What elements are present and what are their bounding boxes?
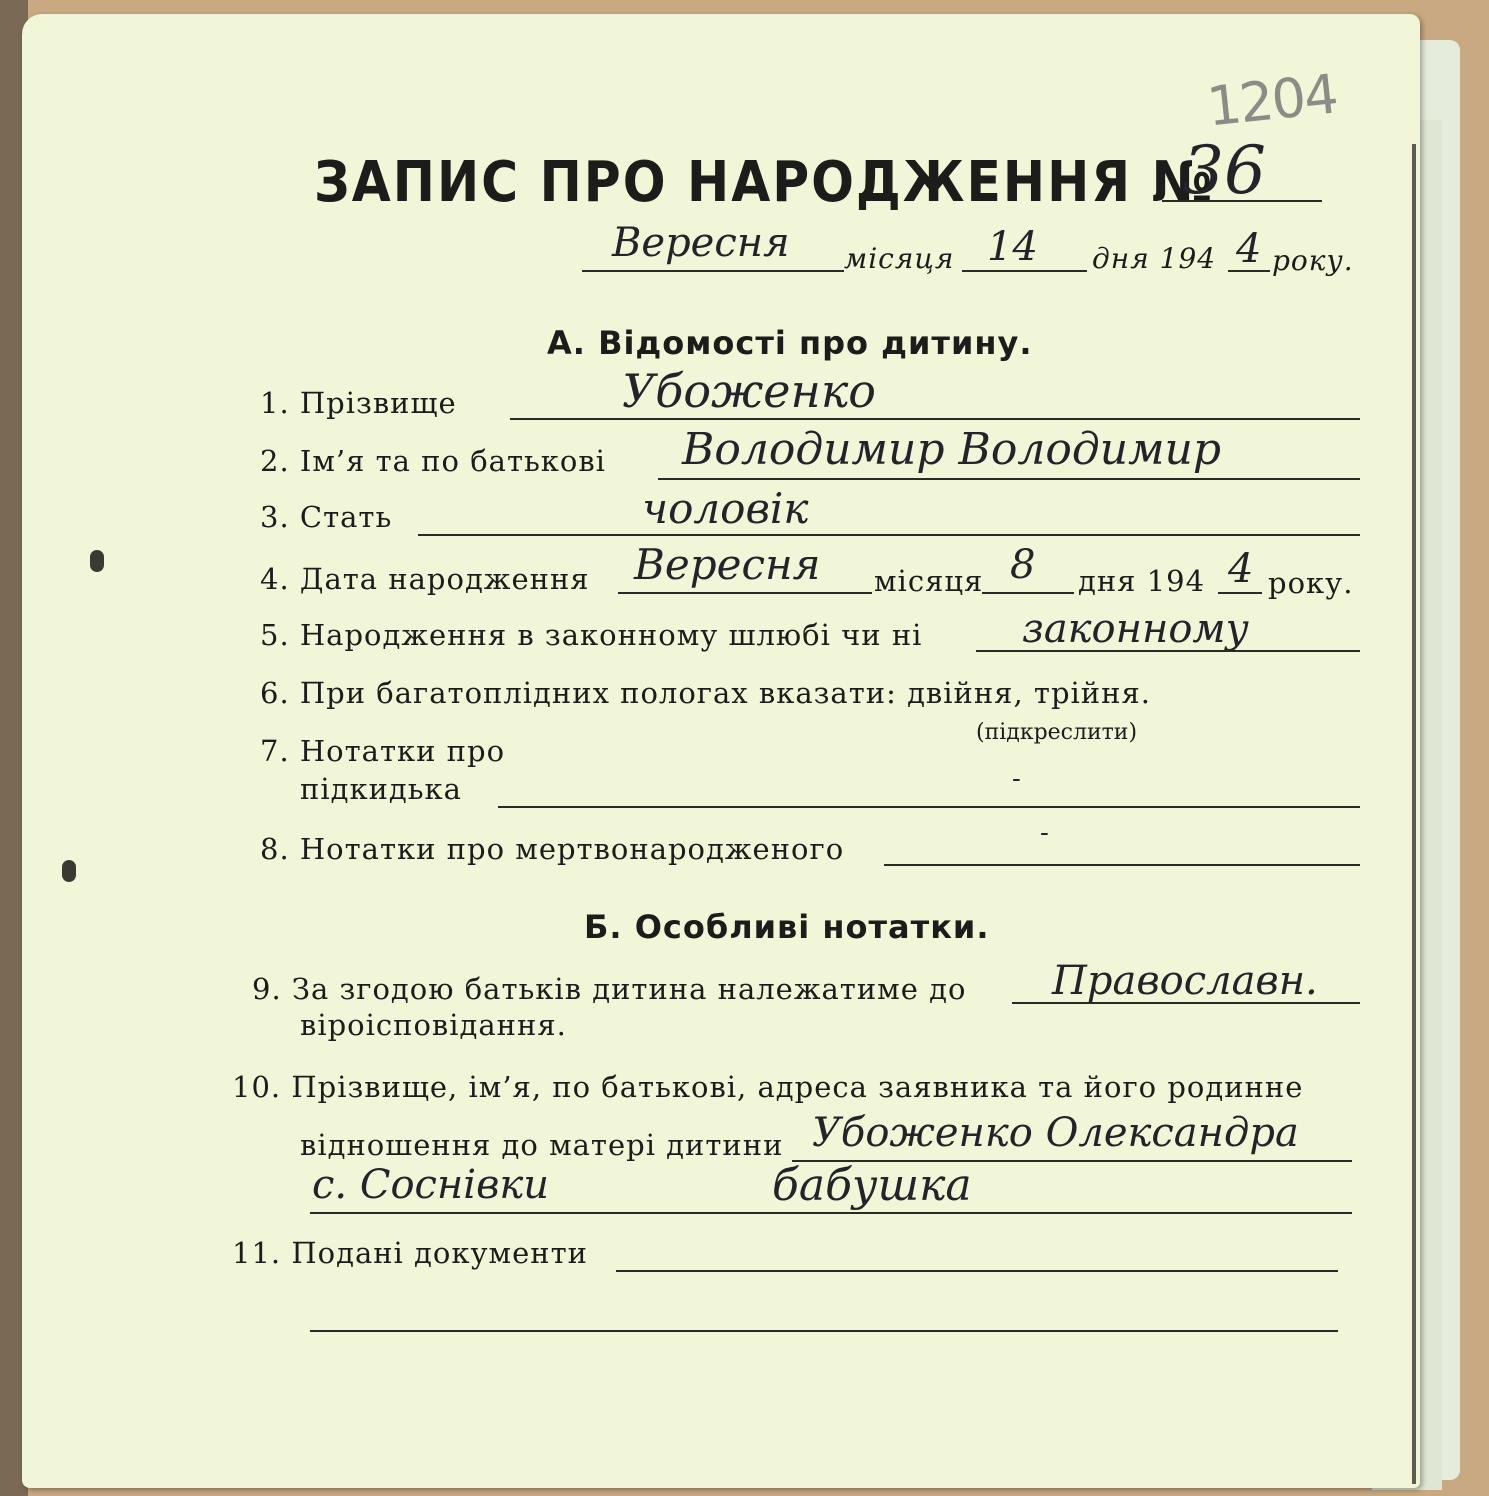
- birth-day-line: [982, 592, 1074, 594]
- sex-value: чоловік: [642, 484, 809, 533]
- applicant-line2: [310, 1212, 1352, 1214]
- documents-label: 11. Подані документи: [232, 1236, 588, 1270]
- birth-year-digit: 4: [1228, 546, 1254, 592]
- foundling-value: -: [1012, 764, 1021, 794]
- surname-line: [510, 418, 1360, 420]
- surname-value: Убоженко: [622, 364, 876, 418]
- record-day-label: дня 194: [1092, 242, 1217, 275]
- religion-label-line1: 9. За згодою батьків дитина належатиме до: [252, 972, 967, 1006]
- foundling-label-line2: підкидька: [300, 772, 462, 806]
- archive-number: 1204: [1204, 62, 1340, 139]
- multiple-birth-note: (підкреслити): [976, 720, 1138, 745]
- documents-line: [616, 1270, 1338, 1272]
- wedlock-label: 5. Народження в законному шлюбі чи ні: [260, 618, 923, 652]
- multiple-birth-label: 6. При багатоплідних пологах вказати: двійня, трійня.: [260, 676, 1151, 710]
- birth-year-label: року.: [1268, 566, 1354, 600]
- section-a-heading: А. Відомості про дитину.: [547, 324, 1033, 362]
- wedlock-line: [976, 650, 1360, 652]
- record-number-line: [1162, 200, 1322, 202]
- sex-line: [418, 534, 1360, 536]
- applicant-address: с. Соснівки: [312, 1162, 549, 1208]
- name-value: Володимир Володимир: [682, 424, 1222, 475]
- record-day: 14: [987, 224, 1038, 270]
- sex-label: 3. Стать: [260, 500, 393, 534]
- documents-line2: [310, 1330, 1338, 1332]
- record-month-line: [582, 270, 844, 272]
- record-number: 36: [1182, 132, 1266, 209]
- punch-hole-icon: [90, 550, 104, 572]
- foundling-label-line1: 7. Нотатки про: [260, 734, 506, 768]
- applicant-name: Убоженко Олександра: [812, 1110, 1299, 1156]
- stillborn-line: [884, 864, 1360, 866]
- religion-label-line2: віроісповідання.: [300, 1008, 567, 1042]
- wedlock-value: законному: [1022, 606, 1249, 652]
- applicant-label-line1: 10. Прізвище, ім’я, по батькові, адреса заявника та його родинне: [232, 1070, 1304, 1104]
- punch-hole-icon: [62, 860, 76, 882]
- surname-label: 1. Прізвище: [260, 386, 457, 420]
- birth-month-line: [618, 592, 872, 594]
- stillborn-label: 8. Нотатки про мертвонародженого: [260, 832, 845, 866]
- name-line: [658, 478, 1360, 480]
- birth-record-form: [22, 14, 1420, 1488]
- birth-month: Вересня: [634, 540, 821, 589]
- birth-day-label: дня 194: [1078, 564, 1206, 598]
- religion-value: Православн.: [1052, 958, 1318, 1004]
- religion-line: [1012, 1002, 1360, 1004]
- name-label: 2. Ім’я та по батькові: [260, 444, 606, 478]
- applicant-label-line2: відношення до матері дитини: [300, 1128, 784, 1162]
- form-title: [314, 150, 1214, 215]
- record-year-line: [1228, 270, 1270, 272]
- stillborn-value: -: [1040, 818, 1049, 848]
- record-day-line: [962, 270, 1087, 272]
- title-text: ЗАПИС ПРО НАРОДЖЕННЯ №: [314, 150, 1215, 215]
- birth-month-label: місяця: [874, 564, 984, 598]
- foundling-line: [498, 806, 1360, 808]
- record-year-label: року.: [1272, 244, 1354, 277]
- sheet-fold-line: [1412, 144, 1416, 1484]
- section-b-heading: Б. Особливі нотатки.: [584, 908, 990, 946]
- birth-day: 8: [1010, 542, 1036, 588]
- birth-date-label: 4. Дата народження: [260, 562, 590, 596]
- record-month: Вересня: [612, 220, 790, 266]
- record-month-label: місяця: [844, 242, 955, 275]
- applicant-relation: бабушка: [772, 1160, 972, 1211]
- birth-year-line: [1218, 592, 1262, 594]
- record-year-digit: 4: [1236, 226, 1262, 272]
